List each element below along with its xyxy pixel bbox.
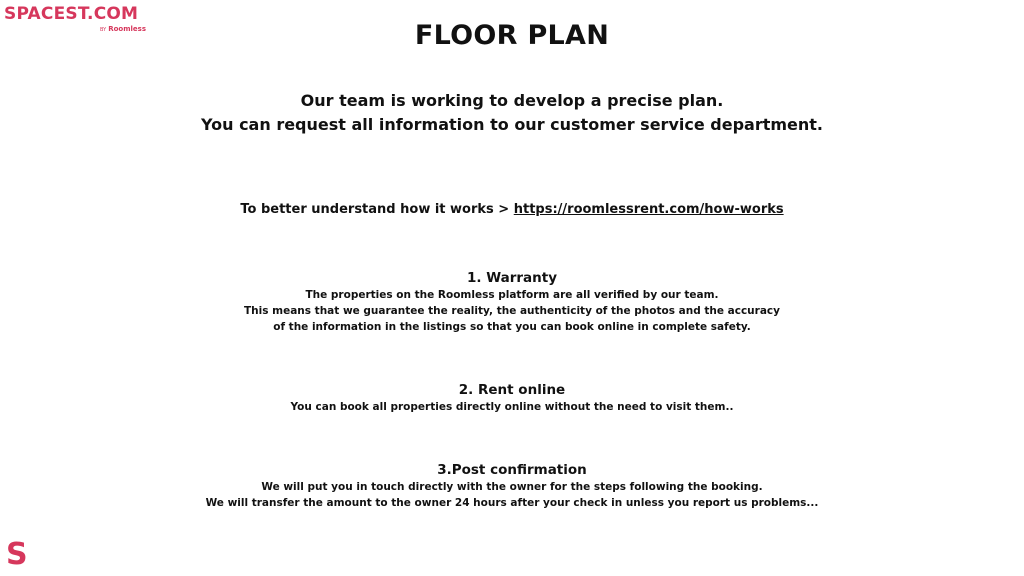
intro-text	[0, 89, 1024, 137]
how-it-works-text: To better understand how it works >	[240, 202, 514, 217]
section-line: You can book all properties directly online without the need to visit them..	[290, 401, 734, 413]
intro-line-1: Our team is working to develop a precise plan.	[300, 91, 724, 110]
how-it-works-link[interactable]: https://roomlessrent.com/how-works	[513, 202, 784, 217]
section-line: This means that we guarantee the reality, the authenticity of the photos and the accuracy	[244, 305, 780, 317]
section-line: We will put you in touch directly with the owner for the steps following the booking.	[261, 481, 763, 493]
section-line: We will transfer the amount to the owner 24 hours after your check in unless you report us problems...	[205, 497, 819, 509]
section-heading: 2. Rent online	[458, 382, 566, 398]
section-line: of the information in the listings so that you can book online in complete safety.	[273, 321, 751, 333]
section-line: The properties on the Roomless platform are all verified by our team.	[305, 289, 719, 301]
logo-wordmark: SPACEST.COM	[4, 4, 139, 24]
section-heading: 3.Post confirmation	[437, 462, 587, 478]
page-title: FLOOR PLAN	[414, 20, 610, 51]
post-confirmation-section	[0, 461, 1024, 511]
logo-roomless: Roomless	[108, 25, 146, 33]
intro-line-2: You can request all information to our customer service department.	[201, 115, 823, 134]
spacest-s-logo-icon: S	[6, 537, 28, 572]
rent-online-section	[0, 381, 1024, 415]
how-it-works-line	[0, 200, 1024, 220]
logo-by: BY	[99, 27, 107, 33]
warranty-section	[0, 269, 1024, 335]
section-heading: 1. Warranty	[466, 270, 558, 286]
